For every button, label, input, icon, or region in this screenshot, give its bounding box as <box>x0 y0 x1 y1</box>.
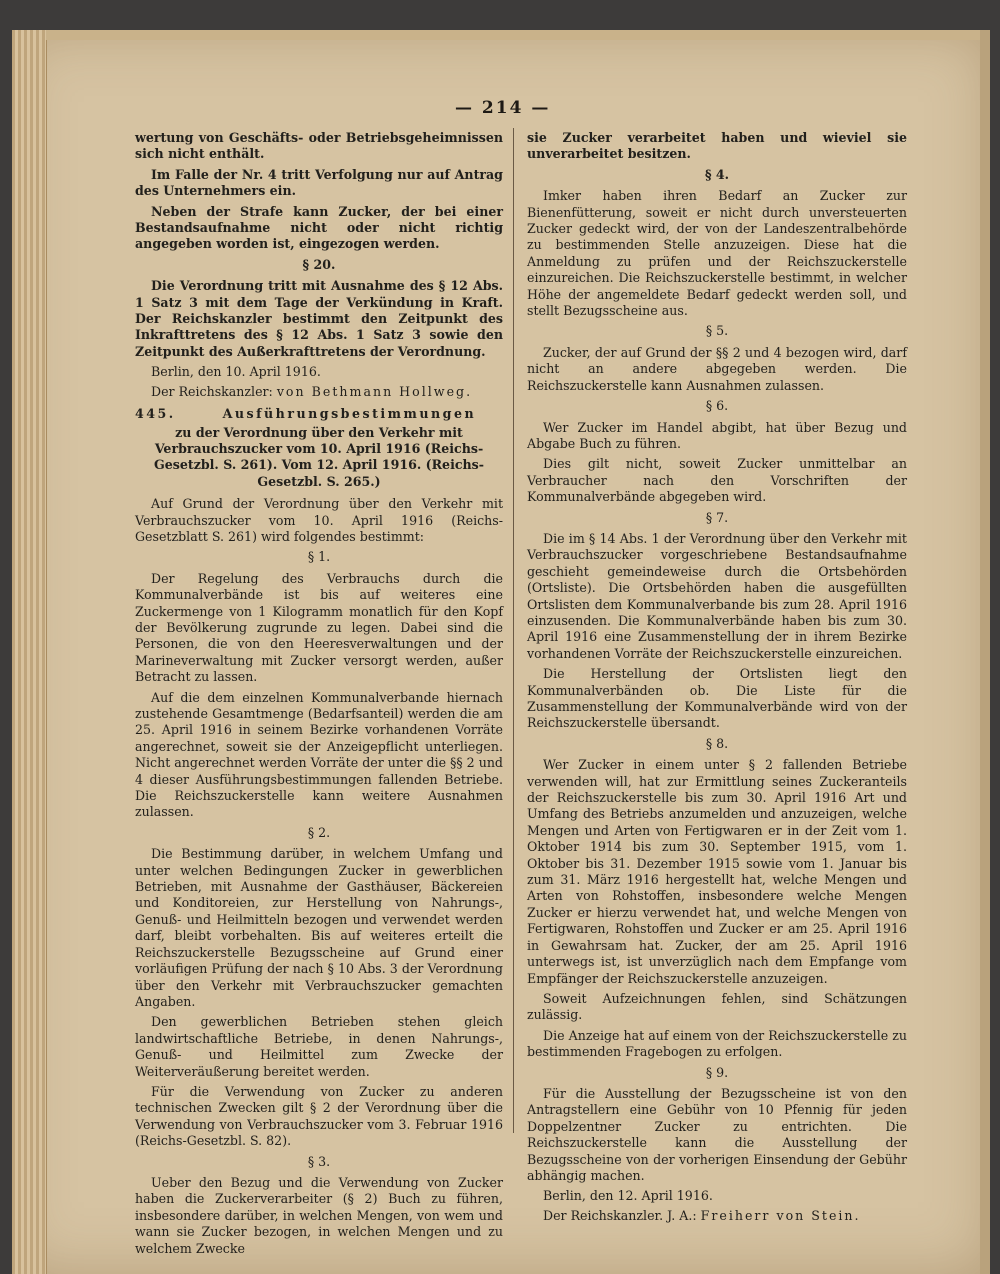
paragraph: Für die Verwendung von Zucker zu anderen technischen Zwecken gilt § 2 der Verordnung über die Verwendung von Verbrauchszucker vom 3. Februar 1916 (Reichs-Gesetzbl. S. 82). <box>135 1083 503 1149</box>
signature-name: von Bethmann Hollweg. <box>276 383 473 399</box>
book-spine <box>12 30 47 1274</box>
page-top-edge <box>46 30 990 40</box>
left-column <box>135 130 503 1261</box>
paragraph: Imker haben ihren Bedarf an Zucker zur Bienenfütterung, soweit er nicht durch unversteuerten Zucker gedeckt wird, der von der Landeszentralbehörde zu bestimmenden Stelle anzuzeigen. Diese hat die Anmeldung zu prüfen und der Reichszuckerstelle einzureichen. Die Reichszuckerstelle bestimmt, in welcher Höhe der angemeldete Bedarf gedeckt werden soll, und stellt Bezugsscheine aus. <box>527 188 907 319</box>
section-heading: § 6. <box>705 398 729 414</box>
paragraph: Soweit Aufzeichnungen fehlen, sind Schätzungen zulässig. <box>527 990 907 1023</box>
paragraph: Der Regelung des Verbrauchs durch die Kommunalverbände ist bis auf weiteres eine Zuckermenge von 1 Kilogramm monatlich für den Kopf der Bevölkerung zugrunde zu legen. Dabei sind die Personen, die von den Heeresverwaltungen und der Marineverwaltung mit Zucker versorgt werden, außer Betracht zu lassen. <box>135 570 503 685</box>
paragraph: Ueber den Bezug und die Verwendung von Zucker haben die Zuckerverarbeiter (§ 2) Buch zu führen, insbesondere darüber, in welchen Mengen, von wem und wann sie Zucker bezogen, in welchen Mengen und zu welchem Zwecke <box>135 1174 503 1256</box>
paragraph: Die im § 14 Abs. 1 der Verordnung über den Verkehr mit Verbrauchszucker vorgeschriebene Bestandsaufnahme geschieht gemeindeweise durch die Ortsbehörden (Ortsliste). Die Ortsbehörden haben die ausgefüllten Ortslisten dem Kommunalverbande bis zum 28. April 1916 einzusenden. Die Kommunalverbände haben bis zum 30. April 1916 eine Zusammenstellung der in ihrem Bezirke vorhandenen Vorräte der Reichszuckerstelle einzureichen. <box>527 530 907 661</box>
decree-subtitle: zu der Verordnung über den Verkehr mit Verbrauchszucker vom 10. April 1916 (Reichs-Gesetzbl. S. 261). Vom 12. April 1916. (Reichs-Gesetzbl. S. 265.) <box>154 424 484 489</box>
column-divider <box>513 128 514 1133</box>
right-column <box>527 130 907 1230</box>
paragraph: Wer Zucker in einem unter § 2 fallenden Betriebe verwenden will, hat zur Ermittlung seines Zuckeranteils der Reichszuckerstelle bis zum 30. April 1916 Art und Umfang des Betriebs anzumelden und anzuzeigen, welche Mengen und Arten von Fertigwaren er in der Zeit vom 1. Oktober 1914 bis zum 30. September 1915, vom 1. Oktober bis 31. Dezember 1915 sowie vom 1. Januar bis zum 31. März 1916 hergestellt hat, welche Mengen und Arten von Rohstoffen, insbesondere welche Mengen Zucker er hierzu verwendet hat, und welche Mengen von Fertigwaren, Rohstoffen und Zucker er am 25. April 1916 in Gewahrsam hat. Zucker, der am 25. April 1916 unterwegs ist, ist unverzüglich nach dem Empfange vom Empfänger der Reichszuckerstelle anzuzeigen. <box>527 757 907 986</box>
paragraph: Die Herstellung der Ortslisten liegt den Kommunalverbänden ob. Die Liste für die Zusammenstellung der Kommunalverbände wird von der Reichszuckerstelle übersandt. <box>527 666 907 731</box>
section-heading: § 5. <box>705 323 729 339</box>
signature-line <box>527 1208 907 1224</box>
section-heading: § 7. <box>705 509 729 525</box>
paragraph: Wer Zucker im Handel abgibt, hat über Bezug und Abgabe Buch zu führen. <box>527 419 907 451</box>
section-heading: § 3. <box>307 1153 331 1169</box>
signature-name: Freiherr von Stein. <box>700 1207 861 1223</box>
paragraph: Dies gilt nicht, soweit Zucker unmittelbar an Verbraucher nach den Vorschriften der Kommunalverbände abgegeben wird. <box>527 456 907 505</box>
paragraph: Den gewerblichen Betrieben stehen gleich landwirtschaftliche Betriebe, in denen Nahrungs-, Genuß- und Heilmittel zum Zwecke der Weiterveräußerung bereitet werden. <box>135 1014 503 1079</box>
section-heading: § 9. <box>705 1064 729 1080</box>
section-heading: § 4. <box>704 166 730 182</box>
paragraph: Auf Grund der Verordnung über den Verkehr mit Verbrauchszucker vom 10. April 1916 (Reichs-Gesetzblatt S. 261) wird folgendes bestimmt: <box>135 496 503 544</box>
section-heading: § 8. <box>705 735 729 751</box>
section-heading: § 1. <box>307 549 331 565</box>
title-text: Ausführungsbestimmungen <box>222 406 477 422</box>
page-number: — 214 — <box>455 98 551 118</box>
section-heading: § 20. <box>302 256 336 272</box>
paragraph: Die Verordnung tritt mit Ausnahme des § 12 Abs. 1 Satz 3 mit dem Tage der Verkündung in Kraft. Der Reichskanzler bestimmt den Zeitpunkt des Inkrafttretens des § 12 Abs. 1 Satz 3 sowie den Zeitpunkt des Außerkrafttretens der Verordnung. <box>135 278 503 359</box>
signature-prefix: Der Reichskanzler. J. A.: <box>543 1207 697 1223</box>
signature-line <box>135 384 503 400</box>
paragraph: Für die Ausstellung der Bezugsscheine ist von den Antragstellern eine Gebühr von 10 Pfennig für jeden Doppelzentner Zucker zu entrichten. Die Reichszuckerstelle kann die Ausstellung der Bezugsscheine von der vorherigen Einsendung der Gebühr abhängig machen. <box>527 1085 907 1183</box>
signature-prefix: Der Reichskanzler: <box>151 383 273 399</box>
date-line: Berlin, den 12. April 1916. <box>543 1188 713 1204</box>
paragraph: Im Falle der Nr. 4 tritt Verfolgung nur auf Antrag des Unternehmers ein. <box>135 166 503 199</box>
page-right-edge <box>980 30 990 1274</box>
date-line: Berlin, den 10. April 1916. <box>151 364 321 380</box>
paragraph: sie Zucker verarbeitet haben und wieviel sie unverarbeitet besitzen. <box>527 130 907 162</box>
paragraph: Die Anzeige hat auf einem von der Reichszuckerstelle zu bestimmenden Fragebogen zu erfolgen. <box>527 1027 907 1060</box>
paragraph: Auf die dem einzelnen Kommunalverbande hiernach zustehende Gesamtmenge (Bedarfsanteil) werden die am 25. April 1916 in seinem Bezirke vorhandenen Vorräte angerechnet, soweit sie der Anzeigepflicht unterliegen. Nicht angerechnet werden Vorräte der unter die §§ 2 und 4 dieser Ausführungsbestimmungen fallenden Betriebe. Die Reichszuckerstelle kann weitere Ausnahmen zulassen. <box>135 689 503 820</box>
paragraph: Neben der Strafe kann Zucker, der bei einer Bestandsaufnahme nicht oder nicht richtig angegeben worden ist, eingezogen werden. <box>135 203 503 252</box>
paragraph: Zucker, der auf Grund der §§ 2 und 4 bezogen wird, darf nicht an andere abgegeben werden. Die Reichszuckerstelle kann Ausnahmen zulassen. <box>527 344 907 393</box>
section-heading: § 2. <box>307 824 331 840</box>
decree-title <box>135 406 503 422</box>
paragraph: Die Bestimmung darüber, in welchem Umfang und unter welchen Bedingungen Zucker in gewerblichen Betrieben, mit Ausnahme der Gasthäuser, Bäckereien und Konditoreien, zur Herstellung von Nahrungs-, Genuß- und Heilmitteln bezogen und verwendet werden darf, bleibt vorbehalten. Bis auf weiteres erteilt die Reichszuckerstelle Bezugsscheine auf Grund einer vorläufigen Prüfung der nach § 10 Abs. 3 der Verordnung über den Verkehr mit Verbrauchszucker gemachten Angaben. <box>135 846 503 1009</box>
item-number: 445. <box>135 406 176 422</box>
paragraph: wertung von Geschäfts- oder Betriebsgeheimnissen sich nicht enthält. <box>135 130 503 162</box>
